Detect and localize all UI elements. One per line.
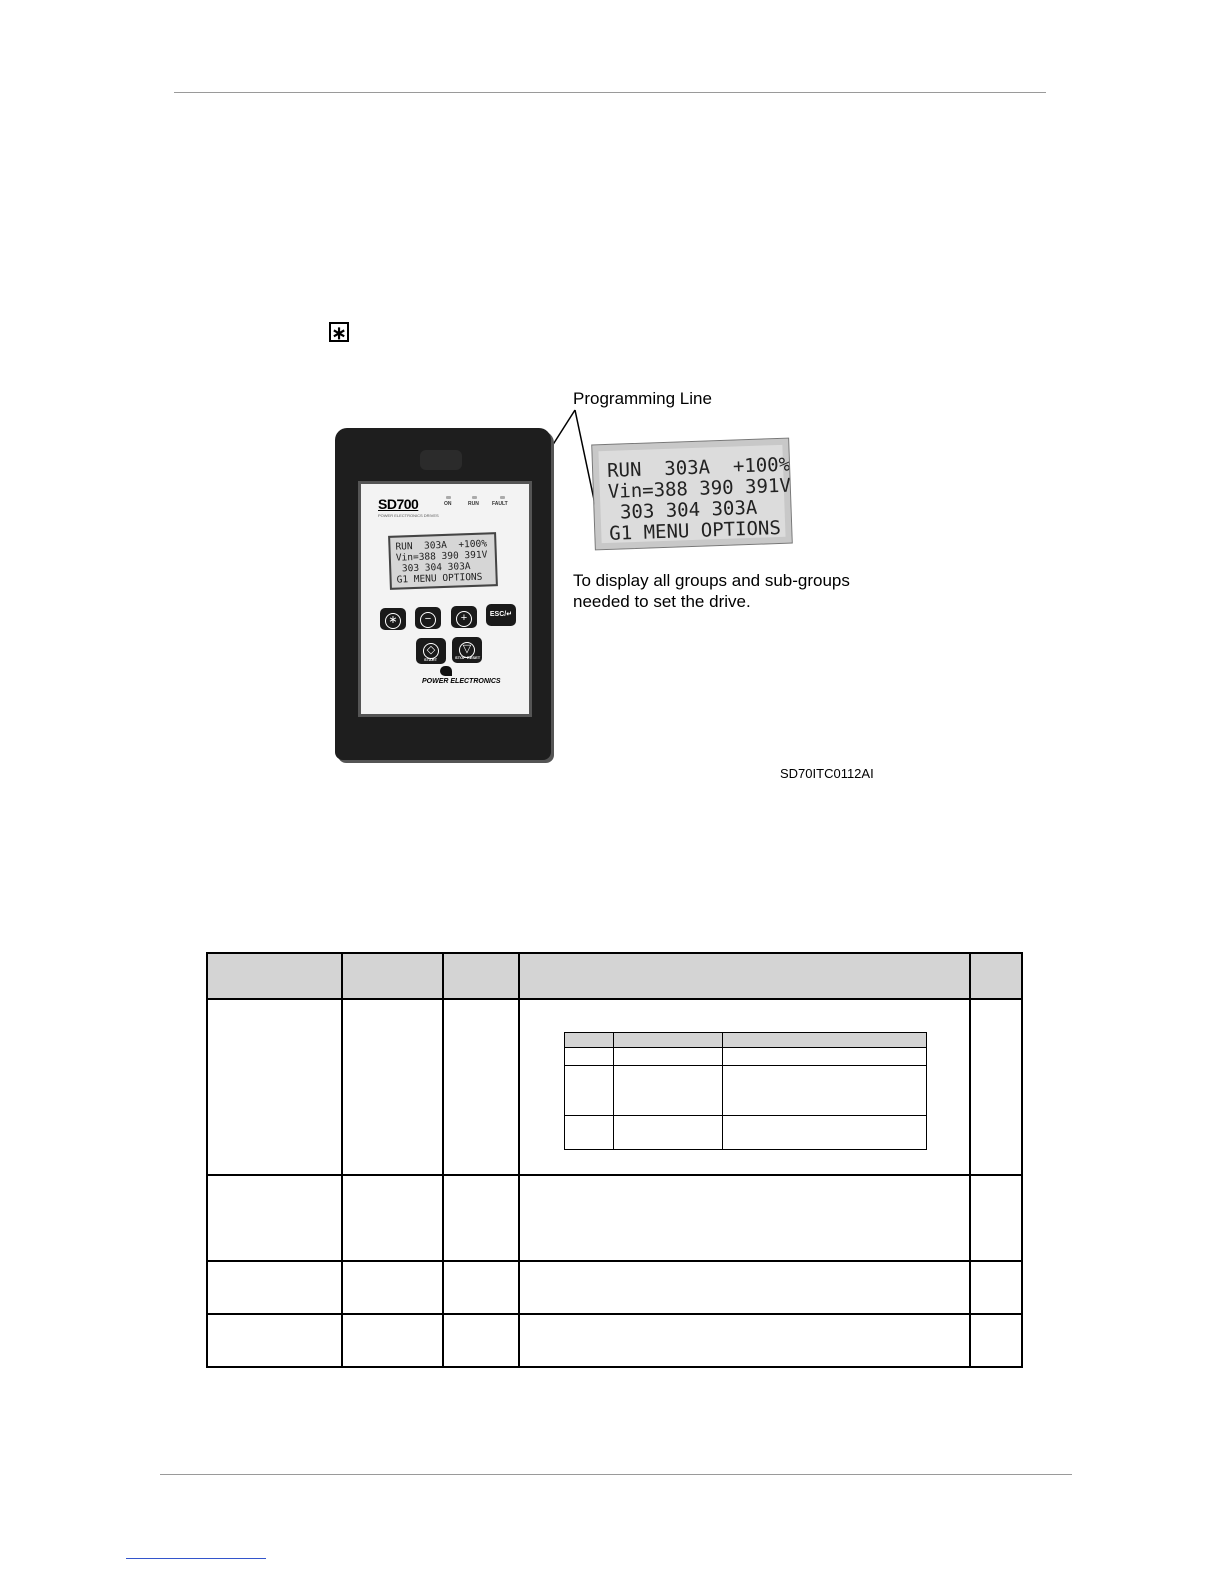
options-row: [565, 1116, 927, 1150]
device-display-line: RUN 303A +100%: [395, 538, 488, 553]
options-cell: [565, 1066, 614, 1116]
led-label-on: ON: [444, 501, 452, 507]
start-diamond-icon: ◇: [423, 643, 439, 659]
table-cell: [443, 999, 519, 1175]
keypad-clip: [420, 450, 462, 470]
table-cell: [342, 1175, 443, 1261]
table-cell: [970, 1175, 1022, 1261]
table-header-cell: [519, 953, 970, 999]
plus-button[interactable]: [451, 606, 477, 628]
options-cell: [614, 1033, 723, 1048]
table-cell: [519, 999, 970, 1175]
options-cell: [614, 1066, 723, 1116]
star-icon: ∗: [385, 613, 401, 629]
device-display-line: 303 304 303A: [396, 561, 471, 575]
table-cell: [519, 1261, 970, 1314]
zoomed-display-line: RUN 303A +100%: [606, 453, 791, 482]
led-label-fault: FAULT: [492, 501, 508, 507]
table-cell: [443, 1314, 519, 1367]
minus-icon: −: [420, 612, 436, 628]
callout-label: Programming Line: [573, 389, 712, 408]
device-brand: SD700: [378, 496, 419, 512]
table-header-cell: [970, 953, 1022, 999]
options-cell: [723, 1048, 927, 1066]
star-button[interactable]: [380, 608, 406, 630]
table-cell: [519, 1314, 970, 1367]
esc-enter-button[interactable]: ESC/↵: [486, 604, 516, 626]
options-cell: [614, 1116, 723, 1150]
options-cell: [565, 1033, 614, 1048]
plus-icon: +: [456, 611, 472, 627]
table-header-cell: [207, 953, 342, 999]
table-cell: [970, 1314, 1022, 1367]
options-cell: [723, 1033, 927, 1048]
table-cell: [207, 999, 342, 1175]
star-key-icon: ∗: [329, 322, 349, 342]
options-cell: [565, 1116, 614, 1150]
table-cell: [970, 999, 1022, 1175]
stop-reset-label: STOP RESET: [455, 655, 481, 660]
start-label: START: [424, 657, 438, 662]
led-fault-icon: [500, 496, 505, 499]
table-cell: [342, 999, 443, 1175]
stop-triangle-icon: ▽: [459, 642, 475, 658]
table-row: [207, 999, 1022, 1175]
device-display-line: G1 MENU OPTIONS: [396, 571, 483, 586]
options-row: [565, 1048, 927, 1066]
parameter-table: [206, 952, 1023, 1368]
zoomed-display-line: 303 304 303A: [608, 496, 758, 524]
table-cell: [207, 1261, 342, 1314]
options-cell: [565, 1048, 614, 1066]
options-cell: [614, 1048, 723, 1066]
options-cell: [723, 1116, 927, 1150]
table-cell: [207, 1175, 342, 1261]
device-brand-sub: POWER ELECTRONICS DRIVES: [378, 513, 439, 518]
options-cell: [723, 1066, 927, 1116]
zoomed-display-line: Vin=388 390 391V: [607, 474, 792, 503]
led-label-run: RUN: [468, 501, 479, 507]
table-row: [207, 1261, 1022, 1314]
figure-code: SD70ITC0112AI: [780, 766, 874, 781]
options-row: [565, 1066, 927, 1116]
table-row: [207, 1175, 1022, 1261]
table-cell: [342, 1314, 443, 1367]
table-cell: [519, 1175, 970, 1261]
table-cell: [443, 1261, 519, 1314]
device-display-line: Vin=388 390 391V: [395, 549, 488, 564]
caption-line: needed to set the drive.: [573, 592, 751, 611]
figure-caption: [573, 570, 850, 612]
maker-name: POWER ELECTRONICS: [422, 678, 501, 685]
table-row: [207, 1314, 1022, 1367]
table-header-cell: [443, 953, 519, 999]
table-cell: [970, 1261, 1022, 1314]
table-cell: [207, 1314, 342, 1367]
led-run-icon: [472, 496, 477, 499]
options-header-row: [565, 1033, 927, 1048]
zoomed-display-line: G1 MENU OPTIONS: [608, 516, 782, 545]
led-on-icon: [446, 496, 451, 499]
minus-button[interactable]: [415, 607, 441, 629]
device-display: [388, 532, 498, 590]
table-header-cell: [342, 953, 443, 999]
maker-logo-icon: [440, 666, 452, 676]
table-cell: [443, 1175, 519, 1261]
table-header-row: [207, 953, 1022, 999]
table-cell: [342, 1261, 443, 1314]
zoomed-display: [592, 439, 792, 550]
options-table: [564, 1032, 927, 1150]
caption-line: To display all groups and sub-groups: [573, 571, 850, 590]
